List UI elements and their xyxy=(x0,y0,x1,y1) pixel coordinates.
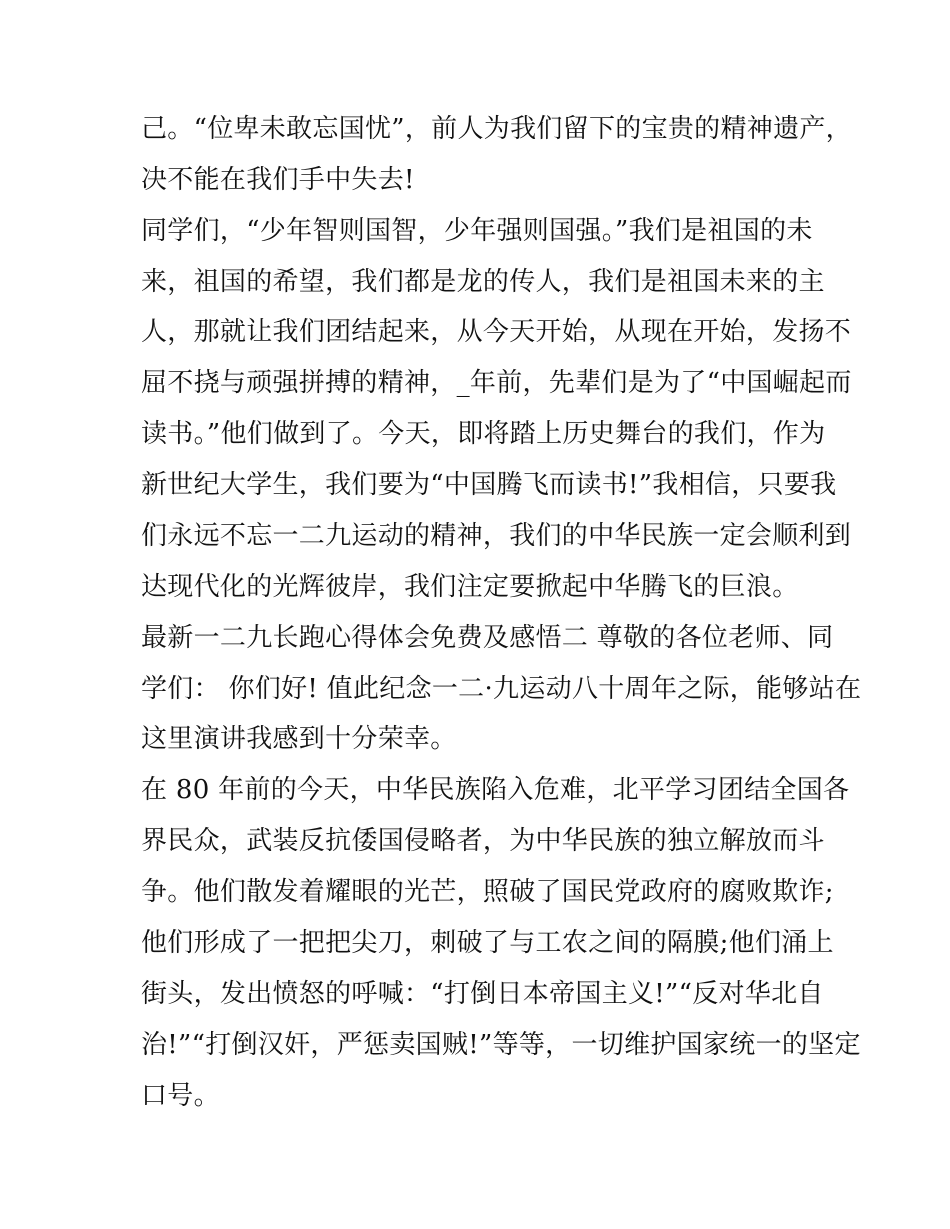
text-line: 学们： 你们好! 值此纪念一二·九运动八十周年之际，能够站在 xyxy=(141,674,862,704)
text-line: 读书。”他们做到了。今天，即将踏上历史舞台的我们，作为 xyxy=(141,419,826,449)
text-line: 同学们，“少年智则国智，少年强则国强。”我们是祖国的未 xyxy=(141,216,813,246)
text-line: 治!”“打倒汉奸，严惩卖国贼!”等等，一切维护国家统一的坚定 xyxy=(141,1030,861,1060)
text-line: 争。他们散发着耀眼的光芒，照破了国民党政府的腐败欺诈; xyxy=(141,877,834,907)
text-line: 己。“位卑未敢忘国忧”，前人为我们留下的宝贵的精神遗产， xyxy=(141,114,852,144)
text-line: 这里演讲我感到十分荣幸。 xyxy=(141,724,457,754)
text-line: 最新一二九长跑心得体会免费及感悟二 尊敬的各位老师、同 xyxy=(141,623,834,653)
text-line: 达现代化的光辉彼岸，我们注定要掀起中华腾飞的巨浪。 xyxy=(141,572,799,602)
text-line: 屈不挠与顽强拼搏的精神，_年前，先辈们是为了“中国崛起而 xyxy=(141,368,852,398)
text-line: 人，那就让我们团结起来，从今天开始，从现在开始，发扬不 xyxy=(141,317,852,347)
text-line: 界民众，武装反抗倭国侵略者，为中华民族的独立解放而斗 xyxy=(141,826,825,856)
text-line: 们永远不忘一二九运动的精神，我们的中华民族一定会顺利到 xyxy=(141,521,852,551)
text-line: 来，祖国的希望，我们都是龙的传人，我们是祖国未来的主 xyxy=(141,267,825,297)
text-line: 决不能在我们手中失去! xyxy=(141,165,415,195)
text-line: 口号。 xyxy=(141,1081,220,1111)
text-line: 他们形成了一把把尖刀，刺破了与工农之间的隔膜;他们涌上 xyxy=(141,928,834,958)
text-line: 新世纪大学生，我们要为“中国腾飞而读书!”我相信，只要我 xyxy=(141,470,837,500)
text-line: 街头，发出愤怒的呼喊：“打倒日本帝国主义!”“反对华北自 xyxy=(141,979,824,1009)
text-line: 在 80 年前的今天，中华民族陷入危难，北平学习团结全国各 xyxy=(141,775,850,805)
